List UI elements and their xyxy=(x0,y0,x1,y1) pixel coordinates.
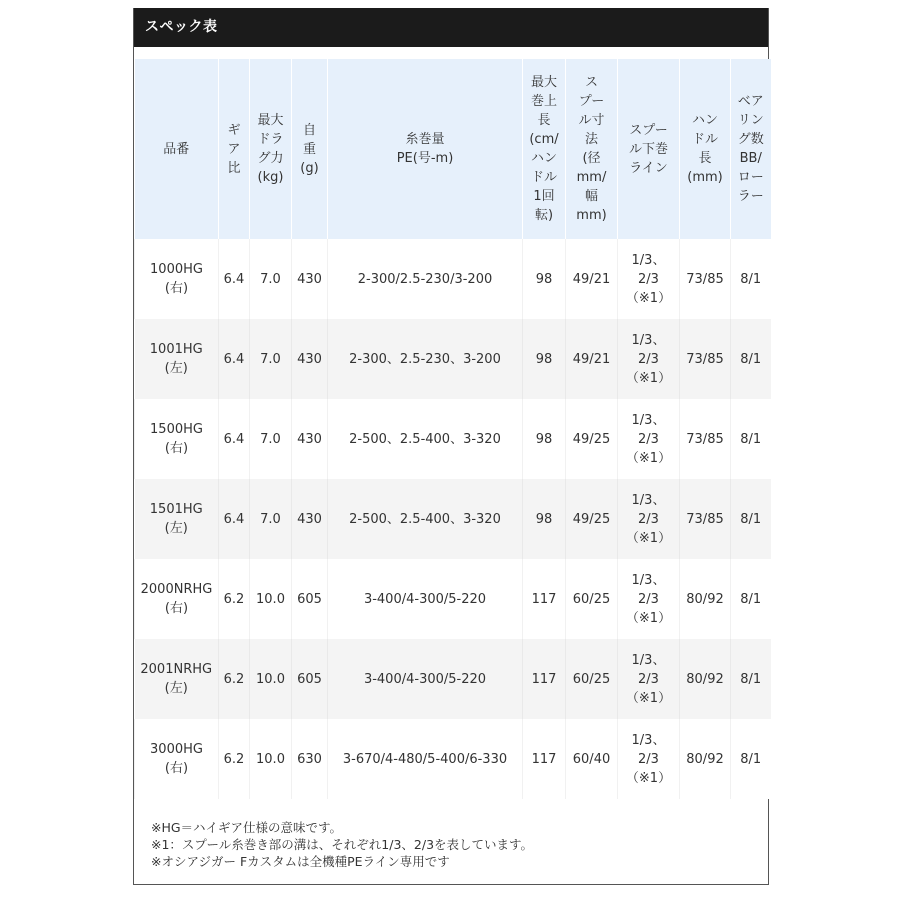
gear-ratio-cell: 6.4 xyxy=(219,319,250,399)
section-title: スペック表 xyxy=(134,8,768,47)
table-row xyxy=(135,639,771,719)
header-gear-ratio xyxy=(219,59,250,239)
gear-ratio-cell: 6.2 xyxy=(219,639,250,719)
model-cell xyxy=(135,399,219,479)
spool-underline-cell-line: 1/3、 xyxy=(631,572,666,588)
header-max-retrieve xyxy=(523,59,566,239)
line-capacity-cell: 2-300、2.5-230、3-200 xyxy=(328,319,523,399)
spool-underline-cell xyxy=(618,239,680,319)
header-max-drag xyxy=(250,59,292,239)
spool-underline-cell-line: 1/3、 xyxy=(631,652,666,668)
spool-underline-cell-line: 2/3 xyxy=(638,511,659,527)
model-cell xyxy=(135,239,219,319)
gear-ratio-cell: 6.2 xyxy=(219,719,250,799)
weight-cell: 605 xyxy=(292,559,328,639)
model-cell-line: 1001HG xyxy=(149,342,203,357)
spool-size-cell: 60/25 xyxy=(566,559,618,639)
spool-underline-cell-line: （※1） xyxy=(625,610,672,626)
header-line: 重 xyxy=(302,141,316,157)
handle-length-cell: 73/85 xyxy=(680,319,731,399)
header-line: 1回 xyxy=(533,189,555,204)
header-weight xyxy=(292,59,328,239)
handle-length-cell: 73/85 xyxy=(680,399,731,479)
model-cell-line: (左) xyxy=(164,681,188,696)
spool-size-cell: 49/21 xyxy=(566,239,618,319)
spool-underline-cell xyxy=(618,719,680,799)
gear-ratio-cell: 6.4 xyxy=(219,399,250,479)
spool-size-cell: 60/40 xyxy=(566,719,618,799)
spec-table-body xyxy=(135,239,771,799)
handle-length-cell: 80/92 xyxy=(680,639,731,719)
weight-cell: 430 xyxy=(292,239,328,319)
header-line: ギ xyxy=(227,122,241,138)
max-retrieve-cell: 117 xyxy=(523,559,566,639)
model-cell xyxy=(135,639,219,719)
header-line: ベア xyxy=(737,94,764,109)
gear-ratio-cell: 6.4 xyxy=(219,239,250,319)
spool-underline-cell-line: （※1） xyxy=(625,690,672,706)
header-line: 糸巻量 xyxy=(405,132,445,147)
header-line: ル下巻 xyxy=(628,141,668,157)
max-retrieve-cell: 117 xyxy=(523,639,566,719)
header-row xyxy=(135,59,771,239)
max-retrieve-cell: 98 xyxy=(523,399,566,479)
spool-underline-cell-line: 1/3、 xyxy=(631,332,666,348)
handle-length-cell: 80/92 xyxy=(680,559,731,639)
header-line: ハン xyxy=(530,151,557,166)
max-drag-cell: 10.0 xyxy=(250,719,292,799)
model-cell-line: (左) xyxy=(164,521,188,536)
spool-size-cell: 49/25 xyxy=(566,479,618,559)
spool-underline-cell-line: 2/3 xyxy=(638,671,659,687)
spool-underline-cell xyxy=(618,319,680,399)
header-line: ス xyxy=(584,75,598,90)
header-line: (mm) xyxy=(687,170,723,185)
header-line: ラー xyxy=(737,189,764,204)
max-retrieve-cell: 98 xyxy=(523,239,566,319)
header-line: mm/ xyxy=(576,170,607,185)
header-line: 比 xyxy=(227,160,241,176)
header-handle-length xyxy=(680,59,731,239)
header-line: 最大 xyxy=(530,75,557,90)
spool-underline-cell-line: 2/3 xyxy=(638,431,659,447)
bearings-cell: 8/1 xyxy=(731,719,771,799)
table-row xyxy=(135,719,771,799)
header-line: (径 xyxy=(582,151,601,166)
model-cell-line: 2001NRHG xyxy=(140,662,213,677)
spec-table xyxy=(134,59,771,799)
header-line: ロー xyxy=(737,170,764,185)
bearings-cell: 8/1 xyxy=(731,319,771,399)
spool-underline-cell xyxy=(618,479,680,559)
header-line: 最大 xyxy=(257,113,284,128)
header-line: ライン xyxy=(629,160,668,176)
max-retrieve-cell: 117 xyxy=(523,719,566,799)
max-retrieve-cell: 98 xyxy=(523,479,566,559)
model-cell-line: (右) xyxy=(164,761,189,776)
spool-underline-cell-line: （※1） xyxy=(625,290,672,306)
spool-underline-cell-line: （※1） xyxy=(625,770,672,786)
bearings-cell: 8/1 xyxy=(731,479,771,559)
header-model xyxy=(135,59,219,239)
table-row xyxy=(135,479,771,559)
header-line: ドラ xyxy=(257,132,284,147)
spool-underline-cell-line: 2/3 xyxy=(638,351,659,367)
line-capacity-cell: 2-300/2.5-230/3-200 xyxy=(328,239,523,319)
header-line: 長 xyxy=(698,151,712,166)
bearings-cell: 8/1 xyxy=(731,639,771,719)
spool-underline-cell-line: （※1） xyxy=(625,370,672,386)
gear-ratio-cell: 6.2 xyxy=(219,559,250,639)
header-line: (cm/ xyxy=(529,132,559,147)
header-line: 法 xyxy=(584,132,598,147)
header-line: 幅 xyxy=(584,189,598,204)
header-line: 自 xyxy=(302,122,316,138)
header-spool-underline xyxy=(618,59,680,239)
line-capacity-cell: 3-400/4-300/5-220 xyxy=(328,639,523,719)
model-cell xyxy=(135,479,219,559)
max-drag-cell: 7.0 xyxy=(250,479,292,559)
spool-underline-cell-line: 2/3 xyxy=(638,271,659,287)
handle-length-cell: 73/85 xyxy=(680,479,731,559)
spool-underline-cell-line: （※1） xyxy=(625,450,672,466)
bearings-cell: 8/1 xyxy=(731,399,771,479)
header-line: プー xyxy=(578,94,605,109)
header-line: 品番 xyxy=(163,141,190,157)
header-line: (kg) xyxy=(257,170,284,185)
model-cell xyxy=(135,319,219,399)
model-cell-line: 3000HG xyxy=(150,742,203,757)
header-line: グ力 xyxy=(257,151,284,166)
spool-underline-cell xyxy=(618,559,680,639)
header-line: BB/ xyxy=(739,151,762,166)
weight-cell: 430 xyxy=(292,479,328,559)
spool-underline-cell-line: 1/3、 xyxy=(631,252,666,268)
handle-length-cell: 80/92 xyxy=(680,719,731,799)
spool-size-cell: 49/25 xyxy=(566,399,618,479)
model-cell xyxy=(135,719,219,799)
line-capacity-cell: 3-670/4-480/5-400/6-330 xyxy=(328,719,523,799)
table-row xyxy=(135,399,771,479)
bearings-cell: 8/1 xyxy=(731,239,771,319)
spool-underline-cell-line: 1/3、 xyxy=(631,492,666,508)
weight-cell: 430 xyxy=(292,319,328,399)
model-cell xyxy=(135,559,219,639)
model-cell-line: (左) xyxy=(164,361,188,376)
footnote-spool: ※1：スプール糸巻き部の溝は、それぞれ1/3、2/3を表しています。 xyxy=(151,837,534,852)
model-cell-line: (右) xyxy=(164,601,189,616)
spool-size-cell: 49/21 xyxy=(566,319,618,399)
line-capacity-cell: 2-500、2.5-400、3-320 xyxy=(328,479,523,559)
header-line: PE(号-m) xyxy=(396,151,454,166)
spool-size-cell: 60/25 xyxy=(566,639,618,719)
header-bearings xyxy=(731,59,771,239)
spool-underline-cell xyxy=(618,639,680,719)
header-line: 転) xyxy=(534,208,554,223)
bearings-cell: 8/1 xyxy=(731,559,771,639)
max-drag-cell: 10.0 xyxy=(250,559,292,639)
max-drag-cell: 7.0 xyxy=(250,239,292,319)
spec-panel xyxy=(133,8,769,885)
model-cell-line: (右) xyxy=(164,441,189,456)
header-line: mm) xyxy=(576,208,607,223)
model-cell-line: 1500HG xyxy=(150,422,203,437)
header-line: リン xyxy=(737,113,764,128)
table-row xyxy=(135,239,771,319)
spool-underline-cell-line: （※1） xyxy=(625,530,672,546)
gear-ratio-cell: 6.4 xyxy=(219,479,250,559)
max-drag-cell: 7.0 xyxy=(250,319,292,399)
handle-length-cell: 73/85 xyxy=(680,239,731,319)
weight-cell: 605 xyxy=(292,639,328,719)
spool-underline-cell-line: 1/3、 xyxy=(631,732,666,748)
footnote-pe-only: ※オシアジガー Fカスタムは全機種PEライン専用です xyxy=(151,854,450,869)
line-capacity-cell: 3-400/4-300/5-220 xyxy=(328,559,523,639)
header-line: ドル xyxy=(530,170,557,185)
spool-underline-cell-line: 2/3 xyxy=(638,591,659,607)
header-line: (g) xyxy=(300,160,319,176)
table-row xyxy=(135,319,771,399)
header-line-capacity xyxy=(328,59,523,239)
model-cell-line: 1000HG xyxy=(150,262,203,277)
spool-underline-cell-line: 2/3 xyxy=(638,751,659,767)
line-capacity-cell: 2-500、2.5-400、3-320 xyxy=(328,399,523,479)
header-line: 長 xyxy=(537,113,551,128)
footnotes xyxy=(151,819,533,870)
model-cell-line: 1501HG xyxy=(149,502,203,517)
max-drag-cell: 10.0 xyxy=(250,639,292,719)
weight-cell: 430 xyxy=(292,399,328,479)
header-line: グ数 xyxy=(737,132,764,147)
header-line: 巻上 xyxy=(530,94,557,109)
header-line: ア xyxy=(227,141,241,157)
header-line: ル寸 xyxy=(578,113,605,128)
header-spool-size xyxy=(566,59,618,239)
header-line: ドル xyxy=(691,132,718,147)
header-line: スプー xyxy=(629,122,668,138)
max-retrieve-cell: 98 xyxy=(523,319,566,399)
footnote-hg: ※HG＝ハイギア仕様の意味です。 xyxy=(151,820,343,835)
model-cell-line: (右) xyxy=(164,281,189,296)
header-line: ハン xyxy=(691,113,718,128)
table-row xyxy=(135,559,771,639)
spool-underline-cell xyxy=(618,399,680,479)
spool-underline-cell-line: 1/3、 xyxy=(631,412,666,428)
model-cell-line: 2000NRHG xyxy=(140,582,213,597)
weight-cell: 630 xyxy=(292,719,328,799)
max-drag-cell: 7.0 xyxy=(250,399,292,479)
